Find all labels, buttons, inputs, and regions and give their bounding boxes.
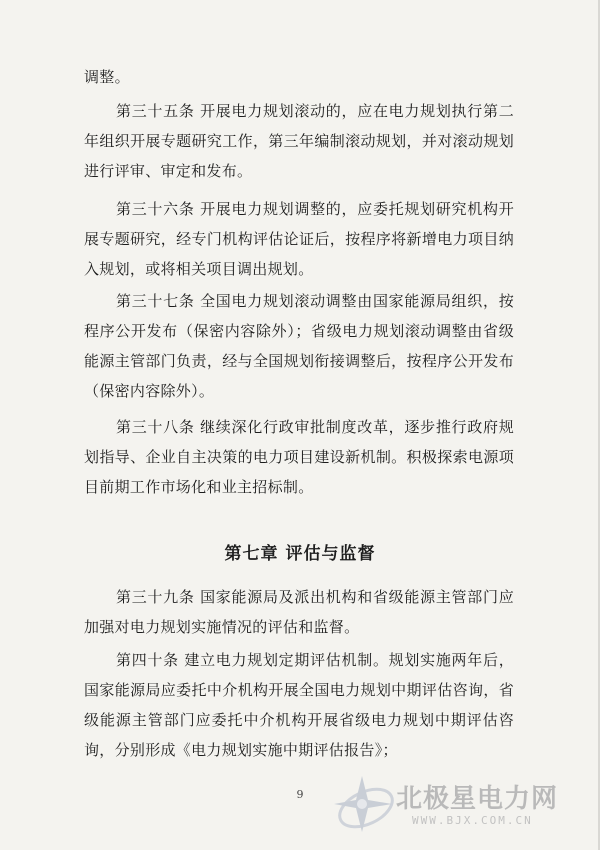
watermark-brand: 北极星电力网 [396, 784, 559, 814]
article-36: 第三十六条 开展电力规划调整的，应委托规划研究机构开展专题研究，经专门机构评估论证后，按程序将新增电力项目纳入规划，或将相关项目调出规划。 [84, 200, 514, 278]
page-number: 9 [296, 788, 304, 801]
article-40: 第四十条 建立电力规划定期评估机制。规划实施两年后，国家能源局应委托中介机构开展全国电力规划中期评估咨询，省级能源主管部门应委托中介机构开展省级电力规划中期评估咨询，分别形成《电力规划实施中期评估报告》； [84, 651, 514, 759]
chapter-title: 第七章 评估与监督 [224, 544, 376, 564]
watermark-url: WWW.BJX.COM.CN [412, 814, 533, 827]
watermark [322, 770, 592, 840]
article-37: 第三十七条 全国电力规划滚动调整由国家能源局组织，按程序公开发布（保密内容除外）；省级电力规划滚动调整由省级能源主管部门负责，经与全国规划衔接调整后，按程序公开发布（保密内容除外）。 [84, 292, 514, 400]
article-39: 第三十九条 国家能源局及派出机构和省级能源主管部门应加强对电力规划实施情况的评估和监督。 [84, 588, 514, 636]
paragraph-continuation: 调整。 [84, 68, 130, 86]
article-35: 第三十五条 开展电力规划滚动的，应在电力规划执行第二年组织开展专题研究工作，第三年编制滚动规划，并对滚动规划进行评审、审定和发布。 [84, 102, 514, 180]
polar-star-logo-icon [332, 774, 396, 834]
article-38: 第三十八条 继续深化行政审批制度改革，逐步推行政府规划指导、企业自主决策的电力项目建设新机制。积极探索电源项目前期工作市场化和业主招标制。 [84, 418, 514, 496]
